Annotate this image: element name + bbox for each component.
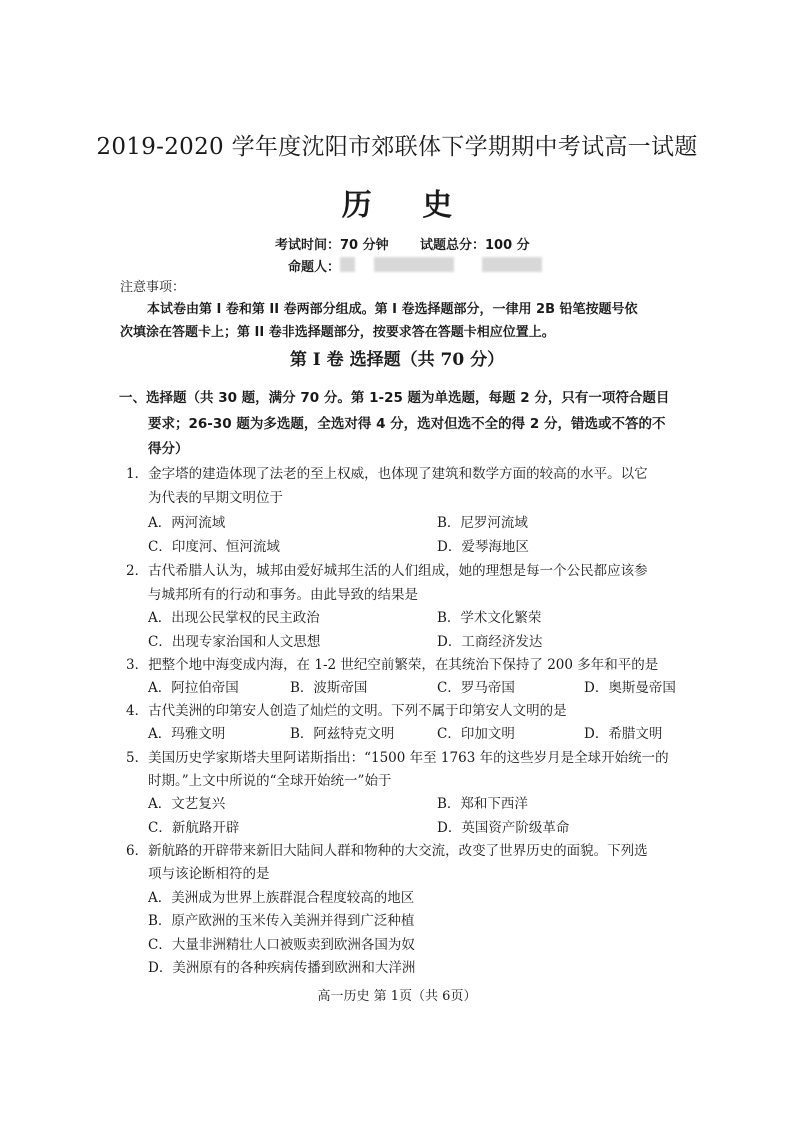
question-1-option-b: B．尼罗河流域 bbox=[437, 515, 528, 531]
redacted-name-3 bbox=[482, 257, 542, 272]
question-6-option-d: D．美洲原有的各种疾病传播到欧洲和大洋洲 bbox=[148, 960, 416, 976]
notes-line-1: 本试卷由第 I 卷和第 II 卷两部分组成。第 I 卷选择题部分，一律用 2B 铅笔按题号依 bbox=[147, 302, 638, 317]
question-5-stem-line-1: 5．美国历史学家斯塔夫里阿诺斯指出：“1500 年至 1763 年的这些岁月是全球开始统一的 bbox=[126, 750, 669, 766]
subject-title: 历 史 bbox=[341, 188, 473, 223]
question-1-stem-line-1: 1．金字塔的建造体现了法老的至上权威，也体现了建筑和数学方面的较高的水平。以它 bbox=[126, 466, 648, 482]
question-5-option-c: C．新航路开辟 bbox=[148, 820, 240, 836]
question-2-option-a: A．出现公民掌权的民主政治 bbox=[148, 610, 320, 626]
question-5-stem-line-2: 时期。”上文中所说的“全球开始统一”始于 bbox=[148, 773, 392, 789]
author-label: 命题人： bbox=[288, 260, 341, 275]
question-3-stem: 3．把整个地中海变成内海，在 1-2 世纪空前繁荣，在其统治下保持了 200 多年和平的是 bbox=[126, 657, 659, 673]
question-1-option-c: C．印度河、恒河流域 bbox=[148, 539, 280, 555]
question-6-option-c: C．大量非洲精壮人口被贩卖到欧洲各国为奴 bbox=[148, 937, 415, 953]
page-footer: 高一历史 第 1页（共 6页） bbox=[317, 989, 477, 1004]
question-6-stem-line-2: 项与该论断相符的是 bbox=[148, 866, 270, 882]
exam-time: 考试时间：70 分钟 bbox=[275, 238, 389, 253]
question-5-option-a: A．文艺复兴 bbox=[148, 796, 226, 812]
redacted-name-1 bbox=[340, 257, 355, 272]
question-3-option-b: B．波斯帝国 bbox=[290, 680, 368, 696]
question-3-option-d: D．奥斯曼帝国 bbox=[584, 680, 676, 696]
question-5-option-d: D．英国资产阶级革命 bbox=[437, 820, 570, 836]
notes-line-2: 次填涂在答题卡上；第 II 卷非选择题部分，按要求答在答题卡相应位置上。 bbox=[120, 325, 555, 340]
question-2-option-c: C．出现专家治国和人文思想 bbox=[148, 634, 321, 650]
instructions-line-2: 要求；26-30 题为多选题，全选对得 4 分，选对但选不全的得 2 分，错选或不答的不 bbox=[148, 416, 666, 432]
question-5-option-b: B．郑和下西洋 bbox=[437, 796, 528, 812]
question-2-option-b: B．学术文化繁荣 bbox=[437, 610, 542, 626]
question-6-option-a: A．美洲成为世界上族群混合程度较高的地区 bbox=[148, 890, 415, 906]
instructions-line-1: 一、选择题（共 30 题，满分 70 分。第 1-25 题为单选题，每题 2 分，只有一项符合题目 bbox=[119, 390, 670, 406]
question-3-option-c: C．罗马帝国 bbox=[437, 680, 515, 696]
section-title: 第 I 卷 选择题（共 70 分） bbox=[289, 350, 505, 370]
exam-title: 2019-2020 学年度沈阳市郊联体下学期期中考试高一试题 bbox=[96, 134, 698, 160]
notes-heading: 注意事项： bbox=[120, 280, 186, 295]
question-4-option-b: B．阿兹特克文明 bbox=[290, 726, 395, 742]
question-4-stem: 4．古代美洲的印第安人创造了灿烂的文明。下列不属于印第安人文明的是 bbox=[126, 703, 567, 719]
question-2-stem-line-2: 与城邦所有的行动和事务。由此导致的结果是 bbox=[148, 587, 418, 603]
question-4-option-a: A．玛雅文明 bbox=[148, 726, 226, 742]
instructions-line-3: 得分） bbox=[148, 441, 189, 457]
question-1-stem-line-2: 为代表的早期文明位于 bbox=[148, 490, 283, 506]
exam-score: 试题总分：100 分 bbox=[420, 238, 530, 253]
question-3-option-a: A．阿拉伯帝国 bbox=[148, 680, 239, 696]
redacted-name-2 bbox=[374, 257, 454, 272]
question-6-option-b: B．原产欧洲的玉米传入美洲并得到广泛种植 bbox=[148, 913, 415, 929]
question-4-option-d: D．希腊文明 bbox=[584, 726, 663, 742]
question-2-option-d: D．工商经济发达 bbox=[437, 634, 543, 650]
question-6-stem-line-1: 6．新航路的开辟带来新旧大陆间人群和物种的大交流，改变了世界历史的面貌。下列选 bbox=[126, 843, 648, 859]
question-4-option-c: C．印加文明 bbox=[437, 726, 515, 742]
question-1-option-d: D．爱琴海地区 bbox=[437, 539, 529, 555]
question-1-option-a: A．两河流域 bbox=[148, 515, 226, 531]
question-2-stem-line-1: 2．古代希腊人认为，城邦由爱好城邦生活的人们组成，她的理想是每一个公民都应该参 bbox=[126, 563, 648, 579]
